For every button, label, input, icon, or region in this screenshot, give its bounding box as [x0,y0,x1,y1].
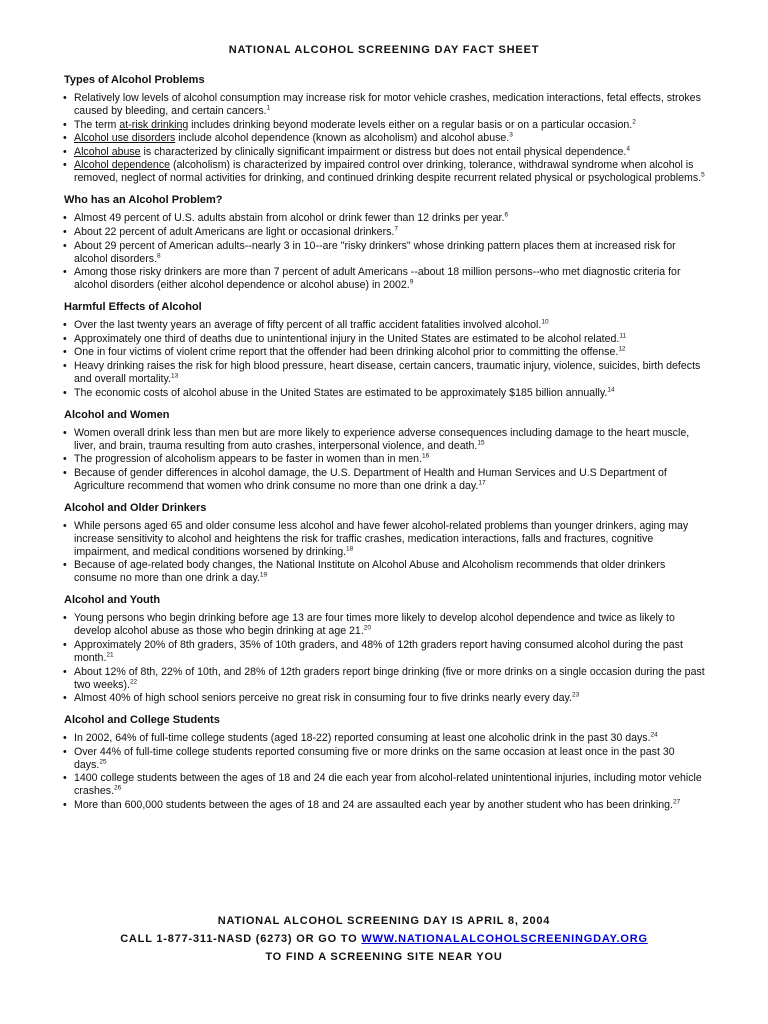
fact-text: Women overall drink less than men but are more likely to experience adverse consequences including damage to the heart muscle, liver, and brain, trauma resulting from auto crashes, interpersonal violence, and death. [74,426,690,452]
footnote-ref: 12 [618,345,626,353]
footnote-ref: 11 [619,332,627,340]
footer [0,912,768,966]
fact-item [62,467,706,493]
fact-text: Almost 40% of high school seniors perceive no great risk in consuming four to five drinks nearly every day. [74,692,572,705]
fact-text: Approximately one third of deaths due to unintentional injury in the United States are estimated to be alcohol related. [74,332,620,345]
bullet-icon: • [63,145,67,158]
page-title: NATIONAL ALCOHOL SCREENING DAY FACT SHEET [228,44,540,56]
bullet-icon: • [63,772,67,785]
footnote-ref: 24 [650,731,658,739]
fact-list [62,520,706,586]
footnote-ref: 23 [571,691,580,699]
fact-text: More than 600,000 students between the ages of 18 and 24 are assaulted each year by another student who has been drinking. [74,798,673,811]
section [62,594,706,705]
bullet-icon: • [63,559,67,572]
bullet-icon: • [63,239,67,252]
footnote-ref: 17 [478,479,486,487]
fact-item [62,520,706,559]
screening-website-link[interactable]: WWW.NATIONALALCOHOLSCREENINGDAY.ORG [361,933,648,945]
bullet-icon: • [63,426,67,439]
fact-item [62,427,706,453]
footnote-ref: 21 [106,651,114,659]
section [62,74,706,185]
fact-item [62,692,706,705]
section [62,714,706,812]
fact-item [62,639,706,665]
fact-text: Over 44% of full-time college students reported consuming five or more drinks on the same occasion at least once in the past 30 days. [74,745,675,771]
bullet-icon: • [63,798,67,811]
fact-text: The economic costs of alcohol abuse in the United States are estimated to be approximately $185 billion annually. [74,386,608,399]
fact-list [62,732,706,812]
bullet-icon: • [63,132,67,145]
fact-text: includes drinking beyond moderate levels either on a regular basis or on a particular occasion. [188,118,633,131]
fact-item [62,240,706,266]
footnote-ref: 20 [363,624,372,632]
footnote-ref: 5 [701,171,705,179]
section-heading: Harmful Effects of Alcohol [64,301,202,314]
bullet-icon: • [63,638,67,651]
fact-item [62,319,706,332]
fact-item [62,159,706,185]
bullet-icon: • [63,212,67,225]
fact-item [62,360,706,386]
fact-list [62,212,706,292]
bullet-icon: • [63,359,67,372]
footnote-ref: 7 [394,225,398,233]
fact-item [62,732,706,745]
defined-term: at-risk drinking [119,118,189,131]
bullet-icon: • [63,453,67,466]
fact-item [62,226,706,239]
bullet-icon: • [63,519,67,532]
fact-item [62,92,706,118]
section [62,301,706,399]
fact-list [62,319,706,399]
section-heading: Alcohol and College Students [64,714,220,727]
section [62,409,706,493]
fact-item [62,333,706,346]
section-heading: Alcohol and Youth [64,594,161,607]
fact-list [62,612,706,705]
fact-text: Approximately 20% of 8th graders, 35% of 10th graders, and 48% of 12th graders report having consumed alcohol during the past month. [74,638,683,664]
footnote-ref: 18 [346,545,354,553]
fact-text: The progression of alcoholism appears to be faster in women than in men. [74,453,423,466]
fact-item [62,799,706,812]
fact-item [62,346,706,359]
defined-term: Alcohol abuse [74,145,141,158]
fact-text: About 22 percent of adult Americans are light or occasional drinkers. [74,225,395,238]
fact-text: Young persons who begin drinking before age 13 are four times more likely to develop alcohol dependence and twice as likely to develop alcohol abuse as those who begin drinking at age 21. [74,612,675,638]
sections-container [62,74,706,812]
defined-term: Alcohol use disorders [74,132,176,145]
footnote-ref: 25 [99,758,107,766]
fact-text: Almost 49 percent of U.S. adults abstain from alcohol or drink fewer than 12 drinks per year. [74,212,505,225]
section-heading: Alcohol and Older Drinkers [64,501,207,514]
bullet-icon: • [63,266,67,279]
fact-text: One in four victims of violent crime report that the offender had been drinking alcohol prior to committing the offense. [74,346,619,359]
fact-text: is characterized by clinically significant impairment or distress but does not entail physical dependence. [140,145,627,158]
fact-item [62,666,706,692]
bullet-icon: • [63,612,67,625]
fact-text: The term [74,118,120,131]
fact-item [62,746,706,772]
footnote-ref: 27 [672,798,681,806]
footnote-ref: 2 [632,118,636,126]
bullet-icon: • [63,745,67,758]
footnote-ref: 14 [607,386,615,393]
fact-text: include alcohol dependence (known as alcoholism) and alcohol abuse. [175,132,510,145]
bullet-icon: • [63,692,67,705]
fact-item [62,453,706,466]
bullet-icon: • [63,159,67,172]
section [62,502,706,586]
footer-call-line [0,930,768,948]
bullet-icon: • [63,386,67,399]
section-heading: Who has an Alcohol Problem? [64,194,223,207]
fact-item [62,266,706,292]
fact-item [62,612,706,638]
bullet-icon: • [63,319,67,332]
footnote-ref: 26 [114,784,122,792]
fact-list [62,427,706,493]
footnote-ref: 22 [129,677,138,685]
fact-text: In 2002, 64% of full-time college students (aged 18-22) reported consuming at least one alcoholic drink in the past 30 days. [74,732,651,745]
footer-date-line: NATIONAL ALCOHOL SCREENING DAY IS APRIL 8, 2004 [217,915,551,927]
section-heading: Alcohol and Women [64,408,170,421]
footnote-ref: 4 [626,145,630,153]
fact-text: Heavy drinking raises the risk for high blood pressure, heart disease, certain cancers, traumatic injury, violence, suicides, birth defects and overall mortality. [74,359,701,385]
fact-text: Because of gender differences in alcohol damage, the U.S. Department of Health and Human Services and U.S Department of Agriculture recommend that women who drink consume no more than one drink a day. [74,466,667,492]
fact-item [62,132,706,145]
footer-find-line: TO FIND A SCREENING SITE NEAR YOU [265,951,503,963]
footnote-ref: 9 [409,278,414,286]
fact-text: Relatively low levels of alcohol consumption may increase risk for motor vehicle crashes, medication interactions, fetal effects, strokes caused by bleeding, and certain cancers. [74,92,701,117]
fact-text: Over the last twenty years an average of fifty percent of all traffic accident fatalities involved alcohol. [74,319,542,332]
footnote-ref: 1 [266,104,271,112]
bullet-icon: • [63,118,67,131]
section [62,194,706,292]
bullet-icon: • [63,332,67,345]
fact-item [62,146,706,159]
footnote-ref: 6 [504,211,509,219]
fact-item [62,559,706,585]
fact-text: While persons aged 65 and older consume less alcohol and have fewer alcohol-related problems than younger drinkers, aging may increase sensitivity to alcohol and heightens the risk for traffic crashes, medication interactions, falls and fractures, cognitive impairment, and medical conditions worsened by drinking. [74,519,689,558]
footnote-ref: 3 [509,131,513,139]
footnote-ref: 16 [422,452,430,460]
bullet-icon: • [63,732,67,745]
fact-text: Because of age-related body changes, the National Institute on Alcohol Abuse and Alcoholism recommends that older drinkers consume no more than one drink a day. [74,559,666,585]
section-heading: Types of Alcohol Problems [64,74,205,86]
bullet-icon: • [63,92,67,104]
footnote-ref: 10 [541,318,549,326]
fact-text: About 12% of 8th, 22% of 10th, and 28% of 12th graders report binge drinking (five or more drinks on a single occasion during the past two weeks). [74,665,705,691]
bullet-icon: • [63,466,67,479]
footnote-ref: 13 [170,372,179,380]
fact-text: (alcoholism) is characterized by impaired control over drinking, tolerance, withdrawal syndrome when alcohol is removed, neglect of normal activities for drinking, and continued drinking despite recurrent related physical or psychological problems. [74,159,702,185]
defined-term: Alcohol dependence [74,159,171,172]
bullet-icon: • [63,225,67,238]
fact-item [62,212,706,225]
footnote-ref: 15 [477,439,485,446]
fact-text: Among those risky drinkers are more than 7 percent of adult Americans --about 18 million persons--who met diagnostic criteria for alcohol disorders (either alcohol dependence or alcohol abuse) in 2002. [74,266,681,292]
fact-list [62,92,706,185]
footnote-ref: 8 [157,252,161,260]
fact-text: About 29 percent of American adults--nearly 3 in 10--are "risky drinkers" whose drinking pattern places them at increased risk for alcohol disorders. [74,239,676,265]
footer-call-text: CALL 1-877-311-NASD (6273) OR GO TO [120,933,362,945]
fact-item [62,387,706,400]
fact-item [62,119,706,132]
bullet-icon: • [63,346,67,359]
footnote-ref: 19 [259,571,268,579]
bullet-icon: • [63,665,67,678]
fact-item [62,772,706,798]
fact-text: 1400 college students between the ages of 18 and 24 die each year from alcohol-related unintentional injuries, including motor vehicle crashes. [74,772,702,798]
